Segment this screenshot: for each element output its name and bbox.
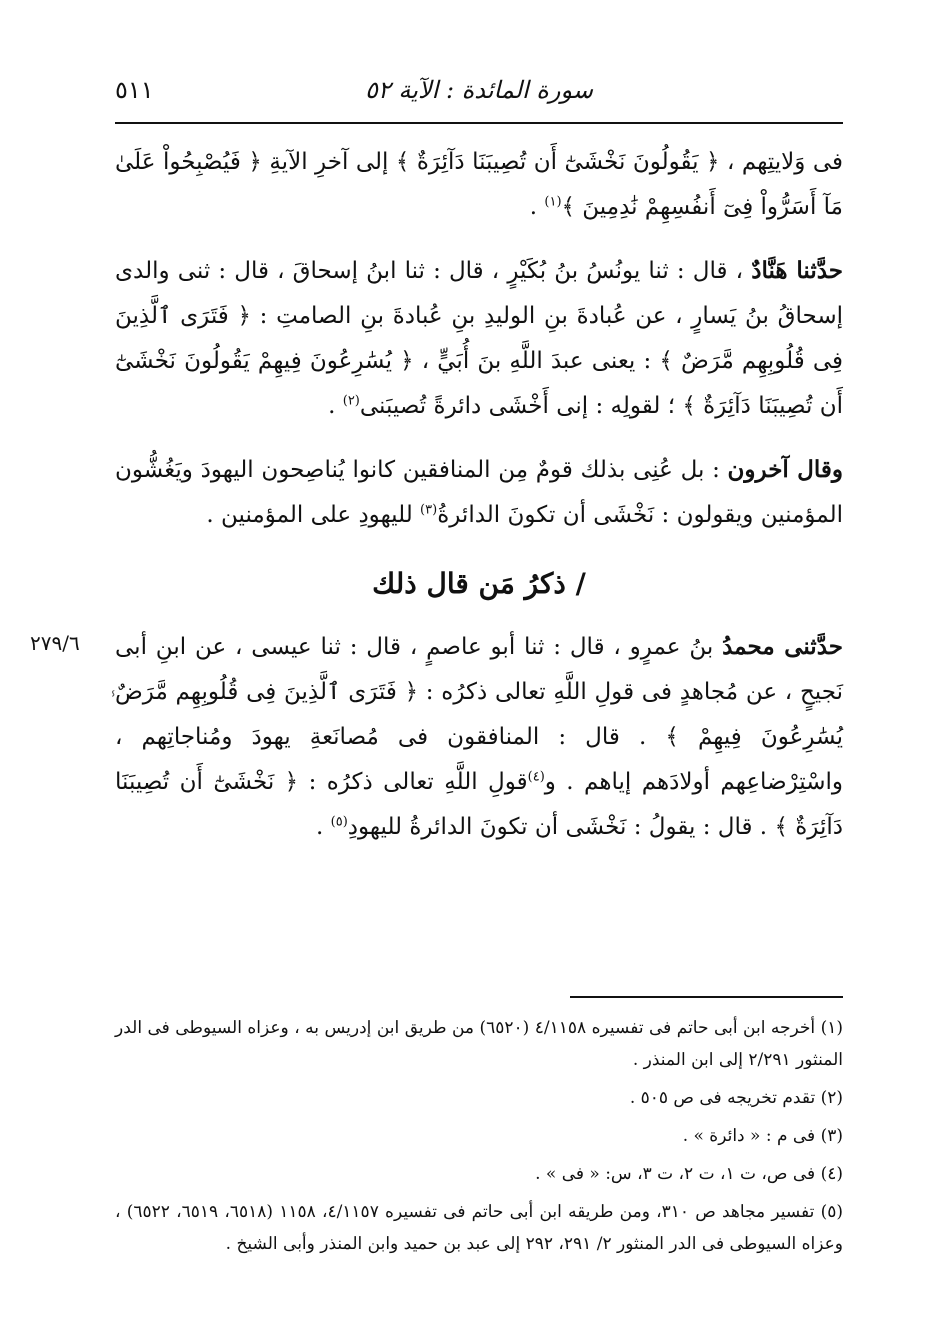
- footnote-marker: (١): [544, 194, 562, 210]
- text-span: : يعنى عبدَ اللَّهِ بنَ أُبَيٍّ ،: [413, 348, 660, 374]
- text-span: .: [328, 393, 343, 419]
- margin-mark: ⸯ: [108, 692, 119, 713]
- paragraph-1: [115, 140, 843, 230]
- isnad-lead: حدَّثنى محمدُ: [722, 633, 843, 660]
- quran-quote: ﴿ فَتَرَى ٱلَّذِينَ فِى قُلُوبِهِم مَّرَضٌ ﴾: [115, 303, 843, 374]
- footnote-4: (٤) فى ص، ت ١، ت ٢، ت ٣، س: « فى » .: [535, 1164, 843, 1184]
- paragraph-4: [115, 624, 843, 850]
- margin-reference: ٢٧٩/٦: [30, 631, 80, 655]
- isnad-lead: وقال آخرون: [727, 456, 843, 483]
- footnote-marker: (٤): [527, 769, 545, 785]
- quran-quote: ﴿ نَخْشَىٰٓ أَن تُصِيبَنَا دَآئِرَةٌ ﴾: [115, 769, 843, 840]
- section-heading: / ذكرُ مَن قال ذلك: [372, 567, 586, 600]
- text-span: : بل عُنِى بذلك قومٌ مِن المنافقين كانوا يُناصِحون اليهودَ ويَغُشُّون المؤمنين ويقولون : نَخْشَى أن تكونَ الدائرةُ: [115, 457, 843, 528]
- quran-quote: ﴿ يُسَٰرِعُونَ فِيهِمْ يَقُولُونَ نَخْشَىٰٓ أَن تُصِيبَنَا دَآئِرَةٌ ﴾: [115, 348, 843, 419]
- footnote-marker: (٣): [420, 502, 438, 518]
- footnote-1: (١) أخرجه ابن أبى حاتم فى تفسيره ٤/١١٥٨ (٦٥٢٠) من طريق ابن إدريس به ، وعزاه السيوطى فى الدر المنثور ٢/٢٩١ إلى ابن المنذر .: [115, 1018, 844, 1070]
- header-title: سورة المائدة : الآية ٥٢: [365, 76, 593, 104]
- paragraph-3: [115, 447, 843, 538]
- text-span: . قال : يقولُ : نَخْشَى أن تكونَ الدائرةُ لليهودِ: [347, 814, 775, 840]
- text-span: قولِ اللَّهِ تعالى ذكرُه :: [298, 769, 528, 795]
- section-heading-row: [115, 556, 843, 612]
- page-number: ٥١١: [115, 76, 154, 104]
- text-span: .: [316, 814, 331, 840]
- text-span: ؛ لقولِه : إنى أَخْشَى دائرةً تُصيبَنى: [359, 393, 683, 419]
- text-span: .: [529, 194, 545, 220]
- footnote-separator: [570, 996, 843, 998]
- main-text: [115, 140, 843, 868]
- text-span: بنُ عمرٍو ، قال : ثنا أبو عاصمٍ ، قال : ثنا عيسى ، عن ابنِ أبى نَجيحٍ ، عن مُجاهدٍ فى قولِ اللَّهِ تعالى ذكرُه :: [115, 634, 843, 705]
- footnotes: [115, 1012, 843, 1266]
- text-span: فى وَلايتِهم ،: [719, 149, 844, 175]
- text-span: . قال : المنافقون فى مُصانَعةِ يهودَ ومُناجاتِهم ، واسْتِرْضاعِهم أولادَهم إياهم . و: [115, 724, 843, 795]
- quran-quote: ﴿ يَقُولُونَ نَخْشَىٰٓ أَن تُصِيبَنَا دَآئِرَةٌ ﴾: [395, 149, 720, 175]
- footnote-2: (٢) تقدم تخريجه فى ص ٥٠٥ .: [629, 1088, 843, 1108]
- isnad-lead: حدَّثنا هَنَّادٌ: [751, 257, 844, 284]
- text-span: لليهودِ على المؤمنين .: [206, 502, 421, 528]
- running-header: [115, 72, 843, 124]
- footnote-marker: (٢): [342, 393, 360, 409]
- text-span: إلى آخرِ الآيةِ: [261, 149, 396, 175]
- quran-quote: ﴿ فَتَرَى ٱلَّذِينَ فِى قُلُوبِهِم مَّرَضٌ يُسَٰرِعُونَ فِيهِمْ ﴾: [115, 679, 843, 750]
- text-span: ، قال : ثنا يونُسُ بنُ بُكَيْرٍ ، قال : ثنا ابنُ إسحاقَ ، قال : ثنى والدى إسحاقُ بنُ يَسارٍ ، عن عُبادةَ بنِ الوليدِ بنِ عُبادةَ بنِ الصامتِ :: [115, 258, 844, 329]
- paragraph-2: [115, 248, 843, 429]
- footnote-3: (٣) فى م : « دائرة » .: [682, 1126, 843, 1146]
- footnote-marker: (٥): [330, 814, 348, 830]
- quran-quote: ﴿ فَيُصْبِحُواْ عَلَىٰ مَآ أَسَرُّواْ فِىٓ أَنفُسِهِمْ نَٰدِمِينَ ﴾: [115, 149, 843, 220]
- footnote-5: (٥) تفسير مجاهد ص ٣١٠، ومن طريقه ابن أبى حاتم فى تفسيره ٤/١١٥٧، ١١٥٨ (٦٥١٨، ٦٥١٩، ٦٥٢٢) ، وعزاه السيوطى فى الدر المنثور ٢/ ٢٩١، ٢٩٢ إلى عبد بن حميد وابن المنذر وأبى الشيخ .: [115, 1202, 843, 1254]
